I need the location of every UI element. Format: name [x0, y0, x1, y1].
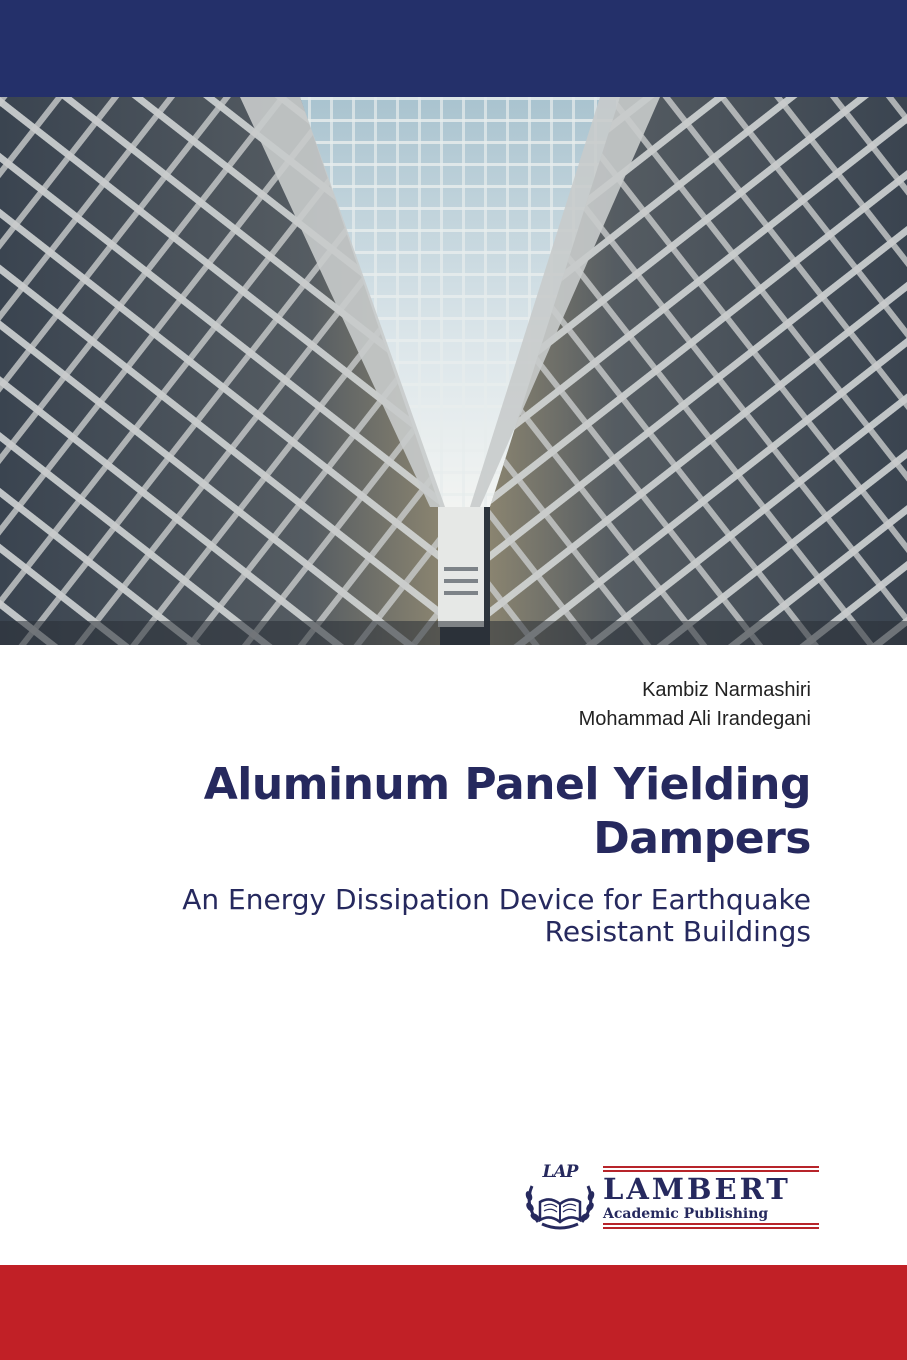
- author-name: Mohammad Ali Irandegani: [578, 708, 811, 730]
- lap-logo-letters: LAP: [542, 1162, 578, 1182]
- building-atrium-photo: [0, 97, 907, 645]
- book-subtitle: An Energy Dissipation Device for Earthquake Resistant Buildings: [182, 883, 811, 948]
- publisher-logo: [520, 1160, 822, 1232]
- logo-rule: [603, 1166, 819, 1168]
- author-list: [579, 676, 811, 734]
- author-name: Kambiz Narmashiri: [642, 679, 811, 701]
- logo-rule: [603, 1223, 819, 1225]
- open-book-icon: [520, 1160, 600, 1232]
- book-title: Aluminum Panel Yielding Dampers: [203, 759, 811, 864]
- top-color-band: [0, 0, 907, 97]
- publisher-name: LAMBERT: [603, 1172, 791, 1206]
- publisher-tagline: Academic Publishing: [603, 1206, 769, 1222]
- publisher-wordmark: [603, 1166, 821, 1229]
- bottom-color-band: [0, 1265, 907, 1360]
- logo-rule: [603, 1227, 819, 1229]
